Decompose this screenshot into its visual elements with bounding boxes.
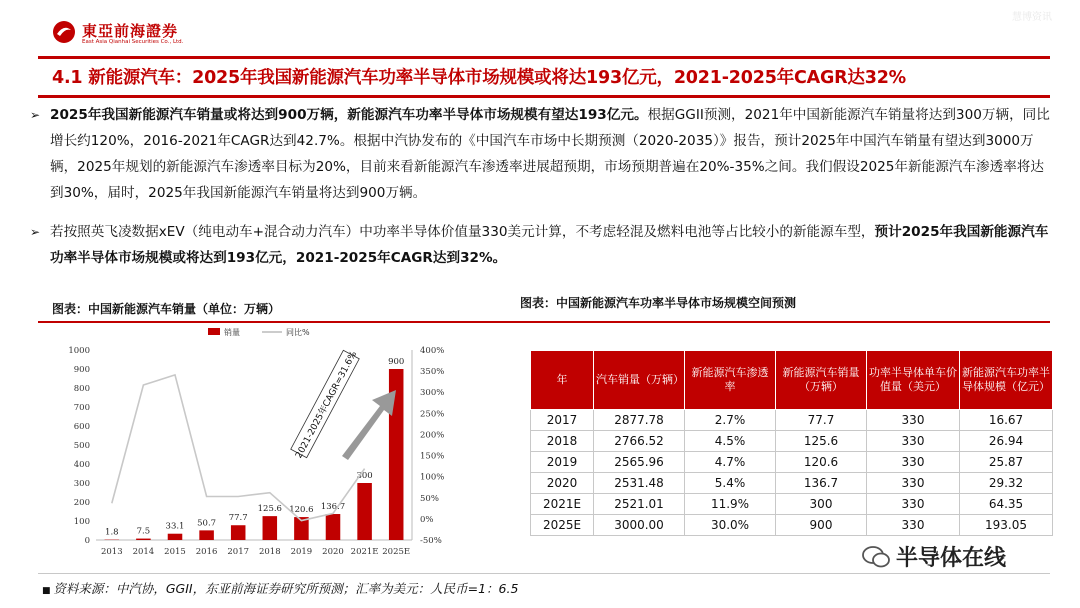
table-cell: 2025E xyxy=(531,515,594,536)
table-header-penetration: 新能源汽车渗透率 xyxy=(685,351,776,410)
left-axis-tick-label: 100 xyxy=(73,517,90,527)
cagr-annotation-text: 2021-2025年CAGR=31.6% xyxy=(294,349,360,461)
table-header-unit-value: 功率半导体单车价值量（美元） xyxy=(867,351,960,410)
right-axis-tick-label: 0% xyxy=(420,514,434,525)
bar-data-label: 125.6 xyxy=(257,504,282,515)
table-cell: 2521.01 xyxy=(594,494,685,515)
table-cell: 330 xyxy=(867,452,960,473)
table-cell: 330 xyxy=(867,494,960,515)
paragraph-2-bold: 预计2025年我国新能源汽车功率半导体市场规模或将达到193亿元，2021-2025年CAGR达到32%。 xyxy=(50,224,1049,266)
bar-data-label: 7.5 xyxy=(136,526,151,537)
table-header-market-size: 新能源汽车功率半导体规模（亿元） xyxy=(960,351,1053,410)
bar-data-label: 300 xyxy=(356,471,373,481)
x-axis-tick-label: 2013 xyxy=(100,547,123,557)
table-cell: 136.7 xyxy=(776,473,867,494)
bar-data-label: 120.6 xyxy=(289,505,314,516)
x-axis-tick-label: 2021E xyxy=(350,547,379,557)
table-caption: 图表：中国新能源汽车功率半导体市场规模空间预测 xyxy=(520,296,797,310)
bar-data-label: 900 xyxy=(388,357,405,367)
footer-divider xyxy=(38,573,1050,574)
market-size-table xyxy=(530,350,1053,536)
table-cell: 193.05 xyxy=(960,515,1053,536)
source-text: 资料来源：中汽协，GGII，东亚前海证券研究所预测；汇率为美元：人民币=1：6.5 xyxy=(53,581,519,596)
bar-data-label: 33.1 xyxy=(165,521,185,532)
left-axis-tick-label: 700 xyxy=(73,403,90,413)
table-header-row xyxy=(531,351,1053,410)
table-cell: 77.7 xyxy=(776,410,867,431)
paragraph-1 xyxy=(30,102,1050,206)
x-axis-tick-label: 2018 xyxy=(258,547,281,557)
legend-label-yoy: 同比% xyxy=(286,328,310,337)
x-axis-tick-label: 2016 xyxy=(195,547,218,557)
table-cell: 125.6 xyxy=(776,431,867,452)
left-axis-tick-label: 1000 xyxy=(68,346,90,356)
x-axis-tick-label: 2025E xyxy=(382,547,411,557)
table-cell: 11.9% xyxy=(685,494,776,515)
table-cell: 3000.00 xyxy=(594,515,685,536)
table-cell: 64.35 xyxy=(960,494,1053,515)
chart-caption: 图表：中国新能源汽车销量（单位：万辆） xyxy=(52,302,281,316)
left-axis-tick-label: 200 xyxy=(73,498,90,508)
table-cell: 2531.48 xyxy=(594,473,685,494)
table-cell: 330 xyxy=(867,515,960,536)
table-cell: 30.0% xyxy=(685,515,776,536)
table-cell: 900 xyxy=(776,515,867,536)
paragraph-2-text: 若按照英飞凌数据xEV（纯电动车+混合动力汽车）中功率半导体价值量330美元计算，不考虑轻混及燃料电池等占比较小的新能源车型， xyxy=(50,224,875,240)
bar-data-label: 77.7 xyxy=(228,513,248,524)
table-row xyxy=(531,452,1053,473)
x-axis-tick-label: 2015 xyxy=(164,547,186,557)
left-axis-tick-label: 500 xyxy=(73,441,90,451)
brand-name-en: East Asia Qianhai Securities Co., Ltd. xyxy=(82,39,184,45)
sales-chart xyxy=(50,326,470,566)
table-cell: 16.67 xyxy=(960,410,1053,431)
x-axis-tick-label: 2019 xyxy=(290,547,313,557)
chart-bar xyxy=(263,516,278,540)
left-axis-tick-label: 300 xyxy=(73,479,90,489)
legend-label-sales: 销量 xyxy=(224,328,240,337)
table-row xyxy=(531,494,1053,515)
chart-bar xyxy=(168,534,183,540)
table-cell: 2565.96 xyxy=(594,452,685,473)
table-cell: 29.32 xyxy=(960,473,1053,494)
table-header-nev-sales: 新能源汽车销量（万辆） xyxy=(776,351,867,410)
x-axis-tick-label: 2017 xyxy=(227,547,250,557)
wechat-account-name: 半导体在线 xyxy=(896,546,1007,571)
title-bar xyxy=(38,56,1050,98)
table-cell: 26.94 xyxy=(960,431,1053,452)
logo-mark-icon xyxy=(52,20,76,44)
left-axis-tick-label: 0 xyxy=(84,536,90,546)
table-cell: 2019 xyxy=(531,452,594,473)
table-cell: 2877.78 xyxy=(594,410,685,431)
table-cell: 2018 xyxy=(531,431,594,452)
table-header-year: 年 xyxy=(531,351,594,410)
paragraph-1-bold: 2025年我国新能源汽车销量或将达到900万辆，新能源汽车功率半导体市场规模有望达193亿元。 xyxy=(50,107,648,123)
bar-data-label: 50.7 xyxy=(197,518,217,529)
table-cell: 2021E xyxy=(531,494,594,515)
right-axis-tick-label: 350% xyxy=(420,367,445,378)
arrow-bullet-icon: ➢ xyxy=(30,108,41,122)
right-axis-tick-label: 400% xyxy=(420,346,445,356)
table-cell: 25.87 xyxy=(960,452,1053,473)
brand-name-cn: 東亞前海證券 xyxy=(82,22,179,40)
right-axis-tick-label: -50% xyxy=(420,536,442,546)
table-cell: 2.7% xyxy=(685,410,776,431)
trend-arrow-icon xyxy=(342,390,396,460)
paragraph-2 xyxy=(30,219,1050,271)
x-axis-tick-label: 2020 xyxy=(322,547,344,557)
x-axis-tick-label: 2014 xyxy=(132,547,155,557)
chart-bar xyxy=(231,525,246,540)
table-row xyxy=(531,473,1053,494)
table-cell: 120.6 xyxy=(776,452,867,473)
table-cell: 300 xyxy=(776,494,867,515)
right-axis-tick-label: 100% xyxy=(420,472,445,483)
right-axis-tick-label: 200% xyxy=(420,430,445,441)
watermark: 慧博资讯 xyxy=(1012,12,1052,23)
legend-bar-swatch xyxy=(208,328,220,335)
table-row xyxy=(531,410,1053,431)
table-cell: 2020 xyxy=(531,473,594,494)
table-cell: 4.5% xyxy=(685,431,776,452)
table-cell: 2017 xyxy=(531,410,594,431)
right-axis-tick-label: 150% xyxy=(420,451,445,462)
left-axis-tick-label: 400 xyxy=(73,460,90,470)
table-row xyxy=(531,515,1053,536)
right-axis-tick-label: 300% xyxy=(420,388,445,399)
bar-data-label: 136.7 xyxy=(320,502,346,513)
table-cell: 5.4% xyxy=(685,473,776,494)
section-divider xyxy=(38,321,1050,323)
paragraph-1-text: 根据GGII预测，2021年中国新能源汽车销量将达到300万辆，同比增长约120%，2016-2021年CAGR达到42.7%。根据中汽协发布的《中国汽车市场中长期预测（2020-2035）》报告，预计2025年中国汽车销量有望达到3000万辆，2025年规划的新能源汽车渗透率目标为20%，目前来看新能源汽车渗透率进展超预期，市场预期普遍在20%-35%之间。我们假设2025年新能源汽车渗透率将达到30%，届时，2025年我国新能源汽车销量将达到900万辆。 xyxy=(50,107,1050,201)
left-axis-tick-label: 800 xyxy=(73,384,90,394)
table-cell: 4.7% xyxy=(685,452,776,473)
table-cell: 330 xyxy=(867,431,960,452)
table-row xyxy=(531,431,1053,452)
arrow-bullet-icon: ➢ xyxy=(30,225,41,239)
table-cell: 2766.52 xyxy=(594,431,685,452)
table-cell: 330 xyxy=(867,473,960,494)
square-bullet-icon: ■ xyxy=(42,586,54,596)
left-axis-tick-label: 900 xyxy=(73,365,90,375)
chart-bar xyxy=(357,483,372,540)
chart-bar xyxy=(326,514,341,540)
company-logo xyxy=(52,20,232,50)
source-note xyxy=(42,579,518,597)
right-axis-tick-label: 250% xyxy=(420,409,445,420)
bar-data-label: 1.8 xyxy=(105,527,119,538)
table-header-auto-sales: 汽车销量（万辆） xyxy=(594,351,685,410)
left-axis-tick-label: 600 xyxy=(73,422,90,432)
chart-bar xyxy=(199,530,214,540)
right-axis-tick-label: 50% xyxy=(420,493,439,504)
cagr-annotation xyxy=(289,347,361,462)
wechat-icon xyxy=(862,546,890,568)
chart-bar xyxy=(136,539,151,540)
table-cell: 330 xyxy=(867,410,960,431)
page-title: 4.1 新能源汽车：2025年我国新能源汽车功率半导体市场规模或将达193亿元，2021-2025年CAGR达32% xyxy=(52,68,907,88)
